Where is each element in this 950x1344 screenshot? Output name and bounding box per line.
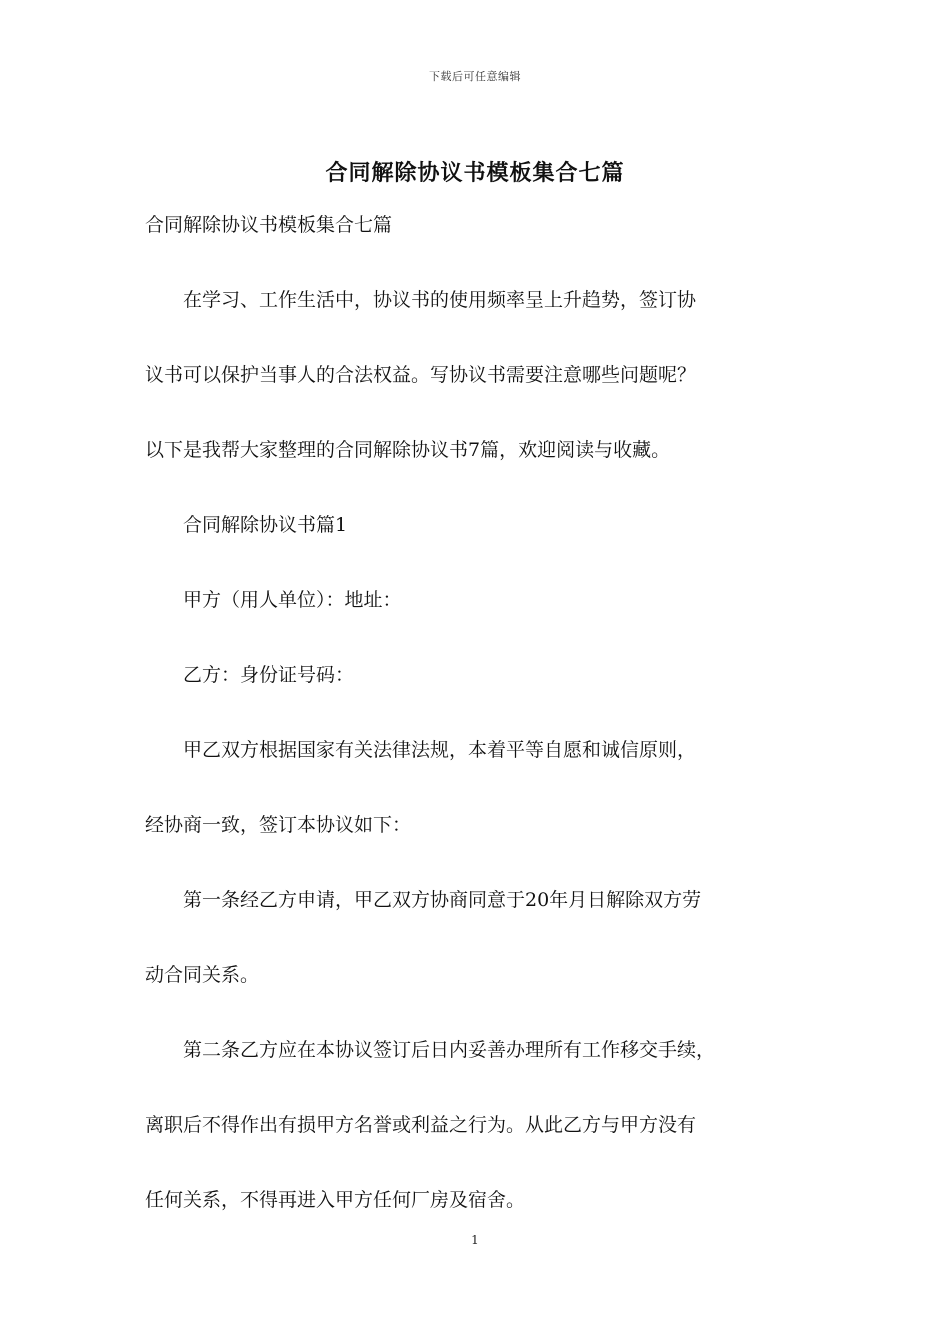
- page-number: 1: [471, 1233, 479, 1247]
- party-b-line: 乙方：身份证号码：: [145, 664, 355, 686]
- paragraph-line: 以下是我帮大家整理的合同解除协议书7篇，欢迎阅读与收藏。: [145, 439, 671, 461]
- paragraph-line: 甲乙双方根据国家有关法律法规，本着平等自愿和诚信原则，: [145, 739, 697, 761]
- section-heading: 合同解除协议书篇1: [145, 514, 348, 536]
- paragraph-line: 经协商一致，签订本协议如下：: [145, 814, 412, 836]
- paragraph-line: 议书可以保护当事人的合法权益。写协议书需要注意哪些问题呢？: [145, 364, 697, 386]
- clause-line: 离职后不得作出有损甲方名誉或利益之行为。从此乙方与甲方没有: [145, 1114, 697, 1136]
- clause-line: 第一条经乙方申请，甲乙双方协商同意于20年月日解除双方劳: [145, 889, 702, 911]
- paragraph-line: 在学习、工作生活中，协议书的使用频率呈上升趋势，签订协: [145, 289, 697, 311]
- clause-line: 动合同关系。: [145, 964, 260, 986]
- clause-line: 任何关系，不得再进入甲方任何厂房及宿舍。: [145, 1189, 526, 1211]
- document-title: 合同解除协议书模板集合七篇: [325, 160, 625, 186]
- subtitle-line: 合同解除协议书模板集合七篇: [145, 214, 393, 236]
- clause-line: 第二条乙方应在本协议签订后日内妥善办理所有工作移交手续，: [145, 1039, 716, 1061]
- party-a-line: 甲方（用人单位）：地址：: [145, 589, 402, 611]
- header-note: 下载后可任意编辑: [429, 70, 521, 83]
